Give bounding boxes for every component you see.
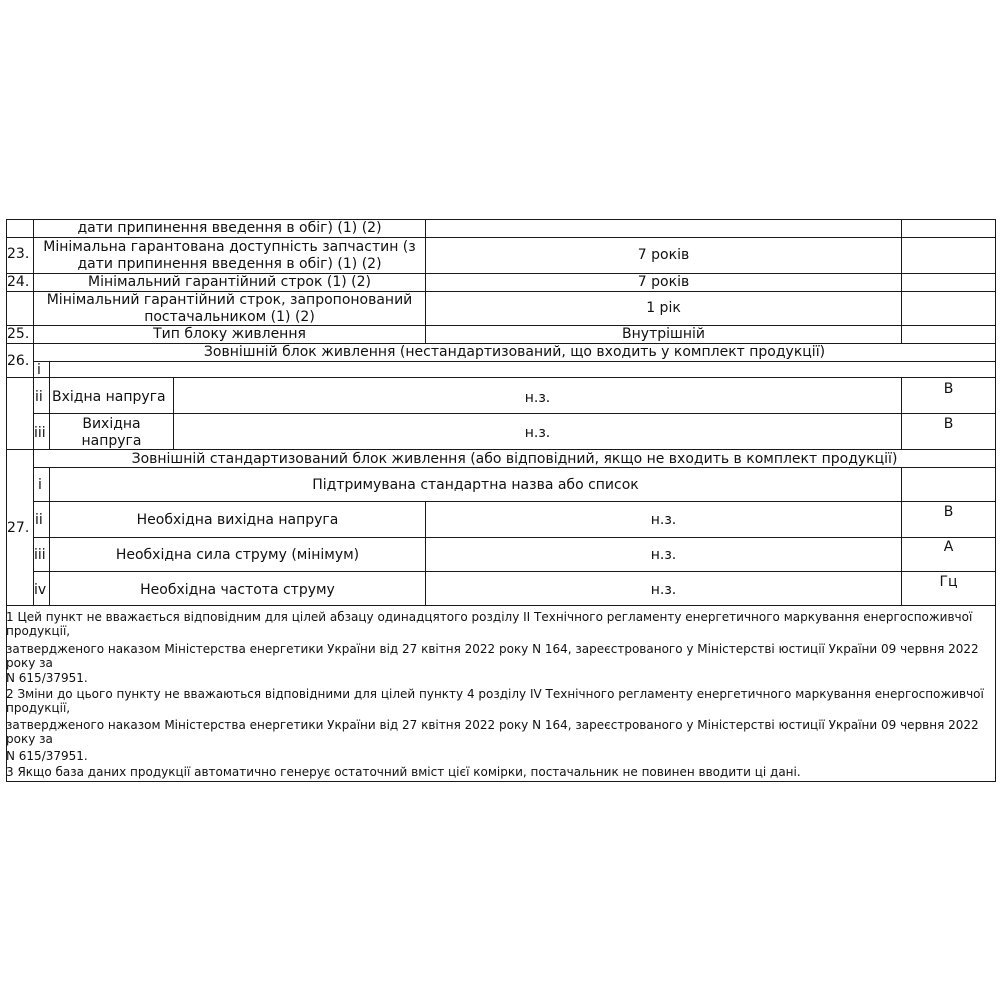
row-divider: [33, 537, 996, 538]
row-26-input-voltage-value: н.з.: [524, 390, 551, 406]
row-26-output-voltage-value: н.з.: [524, 425, 551, 441]
footnote-2-line-c: N 615/37951.: [6, 749, 88, 763]
row-24-label: Мінімальний гарантійний строк (1) (2): [88, 274, 371, 290]
footnote-1-line-c: N 615/37951.: [6, 671, 88, 685]
supplier-warranty-label-line1: Мінімальний гарантійний строк, запропонований: [46, 292, 413, 308]
col-divider: [901, 219, 902, 343]
row-27-sub-index: ii: [35, 512, 43, 528]
row-23-label-line2: дати припинення введення в обіг) (1) (2): [77, 256, 382, 272]
row-divider: [6, 237, 996, 238]
row-27-frequency-unit: Гц: [939, 574, 958, 590]
row-divider: [6, 449, 996, 450]
row-27-output-voltage-value: н.з.: [650, 512, 677, 528]
row-26-input-voltage-label: Вхідна напруга: [52, 389, 166, 405]
row-divider: [33, 361, 996, 362]
row-divider: [33, 571, 996, 572]
row-27-frequency-label: Необхідна частота струму: [140, 582, 335, 598]
footnote-3: 3 Якщо база даних продукції автоматично генерує остаточний вміст цієї комірки, постачальник не повинен вводити ці дані.: [6, 765, 801, 779]
row-23-label-line1: Мінімальна гарантована доступність запчастин (з: [43, 239, 416, 255]
footnote-1-line-a: 1 Цей пункт не вважається відповідним для цілей абзацу одинадцятого розділу II Технічного регламенту енергетичного маркування енергоспоживчої продукції,: [6, 610, 973, 638]
row-23-value: 7 років: [637, 247, 690, 263]
row-divider: [33, 501, 996, 502]
row-27-number: 27.: [7, 520, 30, 536]
row-27-title: Зовнішній стандартизований блок живлення (або відповідний, якщо не входить в комплект продукції): [131, 451, 898, 467]
footnote-2-line-a: 2 Зміни до цього пункту не вважаються відповідними для цілей пункту 4 розділу IV Технічного регламенту енергетичного маркування енергоспоживчої продукції,: [6, 687, 984, 715]
row-divider: [33, 413, 996, 414]
row-24-value: 7 років: [637, 274, 690, 290]
row-divider: [6, 377, 996, 378]
row-27-current-unit: А: [943, 539, 954, 555]
row-26-sub-index: iii: [34, 425, 46, 441]
row-26-sub-index: ii: [35, 389, 43, 405]
row-27-frequency-value: н.з.: [650, 582, 677, 598]
row-divider: [33, 467, 996, 468]
row-25-label: Тип блоку живлення: [153, 326, 306, 342]
footnote-2-line-b: затвердженого наказом Міністерства енергетики України від 27 квітня 2022 року N 164, зареєстрованого у Міністерстві юстиції України 09 червня 2022 року за: [6, 718, 979, 746]
row-27-current-label: Необхідна сила струму (мінімум): [115, 547, 360, 563]
row-26-input-voltage-unit: В: [943, 381, 954, 397]
footnote-1-line-b: затвердженого наказом Міністерства енергетики України від 27 квітня 2022 року N 164, зареєстрованого у Міністерстві юстиції України 09 червня 2022 року за: [6, 642, 979, 670]
row-26-output-voltage-unit: В: [943, 416, 954, 432]
row-26-output-voltage-label-line1: Вихідна: [82, 416, 141, 432]
supplier-warranty-label-line2: постачальником (1) (2): [144, 309, 315, 325]
row-25-value: Внутрішній: [622, 326, 705, 342]
row-divider: [6, 605, 996, 606]
row-27-sub-index: iv: [34, 582, 47, 598]
row-26-sub-index: i: [37, 362, 41, 378]
row-25-number: 25.: [7, 326, 30, 342]
row-22-label-continuation: дати припинення введення в обіг) (1) (2): [77, 220, 382, 236]
row-27-output-voltage-label: Необхідна вихідна напруга: [136, 512, 339, 528]
row-23-number: 23.: [7, 246, 30, 262]
row-26-output-voltage-label-line2: напруга: [81, 433, 142, 449]
table-border-bottom: [6, 781, 996, 782]
row-27-sub-index: iii: [34, 547, 46, 563]
row-27-sub-index: i: [38, 477, 42, 493]
row-24-number: 24.: [7, 274, 30, 290]
row-27-current-value: н.з.: [650, 547, 677, 563]
row-26-number: 26.: [7, 353, 30, 369]
row-26-title: Зовнішній блок живлення (нестандартизований, що входить у комплект продукції): [203, 344, 826, 360]
row-27-output-voltage-unit: В: [943, 504, 954, 520]
supplier-warranty-value: 1 рік: [646, 300, 681, 316]
row-27-standard-name-label: Підтримувана стандартна назва або список: [312, 477, 639, 493]
